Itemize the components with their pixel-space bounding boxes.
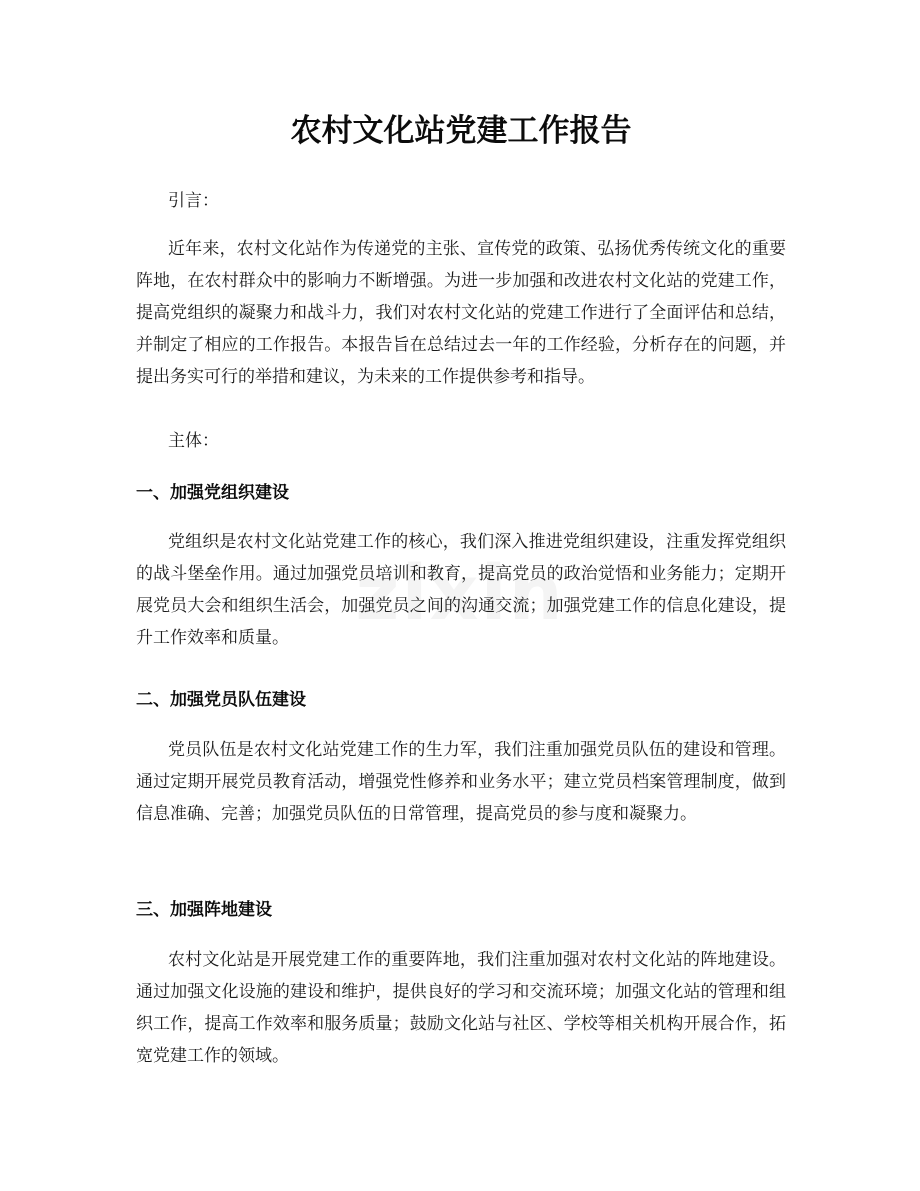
section-heading-3: 三、加强阵地建设 xyxy=(136,900,272,920)
section-paragraph-1: 党组织是农村文化站党建工作的核心，我们深入推进党组织建设，注重发挥党组织的战斗堡垒作用。通过加强党员培训和教育，提高党员的政治觉悟和业务能力；定期开展党员大会和组织生活会，加强党员之间的沟通交流；加强党建工作的信息化建设，提升工作效率和质量。 xyxy=(136,532,786,648)
section-paragraph-2: 党员队伍是农村文化站党建工作的生力军，我们注重加强党员队伍的建设和管理。通过定期开展党员教育活动，增强党性修养和业务水平；建立党员档案管理制度，做到信息准确、完善；加强党员队伍的日常管理，提高党员的参与度和凝聚力。 xyxy=(136,740,786,824)
page-title: 农村文化站党建工作报告 xyxy=(290,113,632,149)
body-label: 主体： xyxy=(168,431,219,451)
section-heading-2: 二、加强党员队伍建设 xyxy=(136,690,306,710)
intro-label: 引言： xyxy=(168,191,219,211)
section-paragraph-3: 农村文化站是开展党建工作的重要阵地，我们注重加强对农村文化站的阵地建设。通过加强文化设施的建设和维护，提供良好的学习和交流环境；加强文化站的管理和组织工作，提高工作效率和服务质量；鼓励文化站与社区、学校等相关机构开展合作，拓宽党建工作的领域。 xyxy=(136,950,786,1066)
intro-paragraph: 近年来，农村文化站作为传递党的主张、宣传党的政策、弘扬优秀传统文化的重要阵地，在农村群众中的影响力不断增强。为进一步加强和改进农村文化站的党建工作，提高党组织的凝聚力和战斗力，我们对农村文化站的党建工作进行了全面评估和总结，并制定了相应的工作报告。本报告旨在总结过去一年的工作经验，分析存在的问题，并提出务实可行的举措和建议，为未来的工作提供参考和指导。 xyxy=(136,239,786,387)
section-heading-1: 一、加强党组织建设 xyxy=(136,483,289,503)
